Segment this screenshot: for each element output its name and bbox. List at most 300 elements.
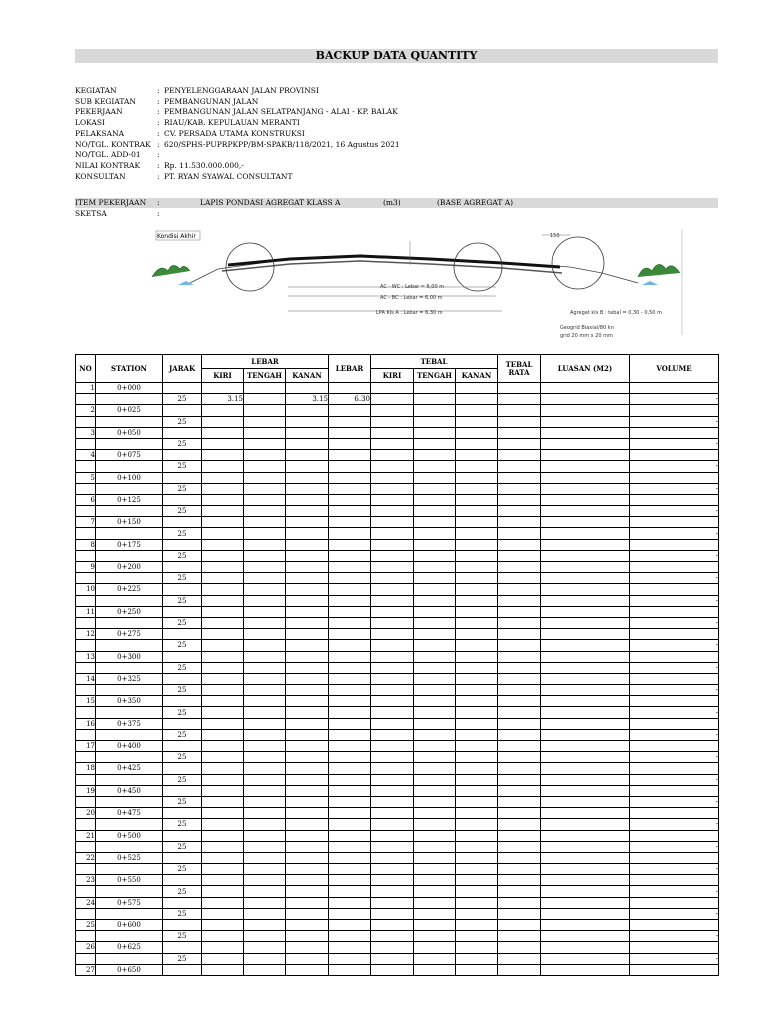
empty-cell [244,416,286,427]
empty-cell [498,886,541,897]
empty-cell [286,383,329,394]
empty-cell [286,819,329,830]
empty-cell [414,953,456,964]
empty-cell [414,606,456,617]
empty-cell [76,416,96,427]
row-no: 13 [76,651,96,662]
sketsa-separator: : [157,209,160,218]
empty-cell [371,494,414,505]
empty-cell [498,953,541,964]
empty-cell [630,875,719,886]
segment-row [76,729,719,740]
empty-cell [371,629,414,640]
empty-cell [202,640,244,651]
empty-cell [498,629,541,640]
empty-cell [498,528,541,539]
empty-cell [630,629,719,640]
empty-cell [541,494,630,505]
dim-150: 150 [550,233,560,239]
empty-cell [541,606,630,617]
empty-cell [414,808,456,819]
row-volume: - [630,908,719,919]
station-row [76,964,719,975]
row-station: 0+075 [96,450,163,461]
info-value: CV. PERSADA UTAMA KONSTRUKSI [164,128,305,138]
row-jarak: 25 [163,461,202,472]
station-row [76,763,719,774]
empty-cell [286,472,329,483]
empty-cell [286,830,329,841]
empty-cell [630,696,719,707]
row-volume: - [630,841,719,852]
empty-cell [456,405,498,416]
empty-cell [456,606,498,617]
empty-cell [202,808,244,819]
row-station: 0+575 [96,897,163,908]
empty-cell [96,461,163,472]
empty-cell [371,394,414,405]
empty-cell [329,438,371,449]
empty-cell [371,595,414,606]
label-lpa: LPA Kls A : Lebar = 6,30 m [376,310,443,316]
empty-cell [456,595,498,606]
empty-cell [498,696,541,707]
empty-cell [244,852,286,863]
empty-cell [163,897,202,908]
empty-cell [202,707,244,718]
empty-cell [329,841,371,852]
empty-cell [202,662,244,673]
row-no: 15 [76,696,96,707]
empty-cell [414,841,456,852]
empty-cell [76,617,96,628]
row-no: 1 [76,383,96,394]
empty-cell [202,774,244,785]
empty-cell [244,931,286,942]
empty-cell [456,908,498,919]
empty-cell [202,461,244,472]
empty-cell [202,438,244,449]
empty-cell [286,785,329,796]
empty-cell [414,617,456,628]
drain-left [178,281,194,285]
empty-cell [76,796,96,807]
row-no: 11 [76,606,96,617]
empty-cell [244,886,286,897]
empty-cell [371,651,414,662]
empty-cell [630,539,719,550]
empty-cell [202,617,244,628]
empty-cell [76,461,96,472]
item-pekerjaan-bar [75,198,718,208]
empty-cell [286,897,329,908]
empty-cell [498,494,541,505]
header-tebal-group: TEBAL [371,355,498,369]
row-no: 23 [76,875,96,886]
info-label: KONSULTAN [75,171,126,181]
station-row [76,875,719,886]
header-jarak: JARAK [163,355,202,383]
empty-cell [456,539,498,550]
empty-cell [286,673,329,684]
empty-cell [371,741,414,752]
empty-cell [329,808,371,819]
empty-cell [286,461,329,472]
empty-cell [244,427,286,438]
empty-cell [414,394,456,405]
empty-cell [498,774,541,785]
empty-cell [286,539,329,550]
empty-cell [498,584,541,595]
empty-cell [456,438,498,449]
empty-cell [244,808,286,819]
label-ac-wc: AC - WC : Lebar = 6,00 m [380,284,445,290]
info-row [75,129,715,139]
empty-cell [202,886,244,897]
empty-cell [541,696,630,707]
empty-cell [371,942,414,953]
empty-cell [163,405,202,416]
empty-cell [76,729,96,740]
empty-cell [76,819,96,830]
empty-cell [414,852,456,863]
empty-cell [202,964,244,975]
empty-cell [414,517,456,528]
empty-cell [244,517,286,528]
empty-cell [371,640,414,651]
empty-cell [244,696,286,707]
empty-cell [371,886,414,897]
empty-cell [371,483,414,494]
segment-row [76,573,719,584]
empty-cell [286,886,329,897]
row-station: 0+150 [96,517,163,528]
row-no: 5 [76,472,96,483]
row-station: 0+200 [96,562,163,573]
row-no: 22 [76,852,96,863]
drain-right [642,281,658,285]
empty-cell [541,796,630,807]
empty-cell [286,696,329,707]
empty-cell [630,427,719,438]
empty-cell [202,472,244,483]
empty-cell [202,427,244,438]
empty-cell [202,673,244,684]
empty-cell [371,550,414,561]
empty-cell [286,953,329,964]
info-label: LOKASI [75,118,105,128]
row-no: 3 [76,427,96,438]
empty-cell [414,729,456,740]
row-jarak: 25 [163,886,202,897]
empty-cell [371,606,414,617]
row-volume: - [630,685,719,696]
info-label: NO/TGL. KONTRAK [75,139,151,149]
empty-cell [456,696,498,707]
empty-cell [202,875,244,886]
empty-cell [76,841,96,852]
empty-cell [456,718,498,729]
empty-cell [414,875,456,886]
empty-cell [456,550,498,561]
empty-cell [414,472,456,483]
empty-cell [244,550,286,561]
empty-cell [163,741,202,752]
empty-cell [456,450,498,461]
empty-cell [286,606,329,617]
empty-cell [163,629,202,640]
empty-cell [329,830,371,841]
station-row [76,920,719,931]
empty-cell [498,427,541,438]
info-row [75,161,715,171]
empty-cell [163,718,202,729]
empty-cell [371,696,414,707]
station-row [76,562,719,573]
empty-cell [329,606,371,617]
segment-row [76,908,719,919]
empty-cell [630,964,719,975]
empty-cell [76,573,96,584]
row-station: 0+650 [96,964,163,975]
empty-cell [456,920,498,931]
row-station: 0+250 [96,606,163,617]
empty-cell [96,595,163,606]
empty-cell [456,875,498,886]
empty-cell [498,640,541,651]
station-row [76,808,719,819]
empty-cell [498,394,541,405]
empty-cell [414,696,456,707]
row-volume: - [630,461,719,472]
empty-cell [286,528,329,539]
empty-cell [498,383,541,394]
empty-cell [414,483,456,494]
station-row [76,450,719,461]
row-station: 0+425 [96,763,163,774]
info-label: SUB KEGIATAN [75,96,136,106]
empty-cell [244,707,286,718]
empty-cell [541,875,630,886]
segment-row [76,528,719,539]
empty-cell [630,852,719,863]
row-no: 19 [76,785,96,796]
empty-cell [371,718,414,729]
header-lebar-group: LEBAR [202,355,329,369]
row-volume: - [630,752,719,763]
empty-cell [371,416,414,427]
empty-cell [202,483,244,494]
empty-cell [498,819,541,830]
row-jarak: 25 [163,550,202,561]
empty-cell [286,640,329,651]
empty-cell [630,651,719,662]
empty-cell [244,606,286,617]
empty-cell [630,584,719,595]
empty-cell [498,908,541,919]
empty-cell [630,517,719,528]
empty-cell [329,696,371,707]
empty-cell [329,617,371,628]
empty-cell [202,819,244,830]
segment-row [76,931,719,942]
empty-cell [371,685,414,696]
empty-cell [630,405,719,416]
empty-cell [96,707,163,718]
empty-cell [371,785,414,796]
empty-cell [163,383,202,394]
empty-cell [244,741,286,752]
empty-cell [541,920,630,931]
empty-cell [329,584,371,595]
empty-cell [541,774,630,785]
empty-cell [286,875,329,886]
row-jarak: 25 [163,662,202,673]
empty-cell [202,785,244,796]
empty-cell [286,629,329,640]
segment-row [76,640,719,651]
empty-cell [286,931,329,942]
empty-cell [202,796,244,807]
row-volume: - [630,506,719,517]
empty-cell [456,796,498,807]
segment-row [76,461,719,472]
row-station: 0+175 [96,539,163,550]
station-row [76,383,719,394]
empty-cell [541,584,630,595]
empty-cell [244,864,286,875]
empty-cell [244,920,286,931]
empty-cell [202,606,244,617]
empty-cell [541,450,630,461]
empty-cell [630,718,719,729]
empty-cell [371,864,414,875]
empty-cell [244,673,286,684]
empty-cell [371,931,414,942]
empty-cell [498,450,541,461]
empty-cell [371,472,414,483]
empty-cell [630,808,719,819]
empty-cell [498,718,541,729]
row-station: 0+025 [96,405,163,416]
empty-cell [163,763,202,774]
empty-cell [541,651,630,662]
empty-cell [96,640,163,651]
empty-cell [456,629,498,640]
empty-cell [163,427,202,438]
empty-cell [202,830,244,841]
row-station: 0+000 [96,383,163,394]
empty-cell [456,830,498,841]
empty-cell [163,539,202,550]
empty-cell [96,752,163,763]
empty-cell [286,617,329,628]
empty-cell [456,774,498,785]
empty-cell [244,964,286,975]
empty-cell [456,752,498,763]
empty-cell [96,550,163,561]
header-lebar-kiri: KIRI [202,369,244,383]
row-no: 17 [76,741,96,752]
row-no: 10 [76,584,96,595]
info-separator: : [157,86,160,95]
empty-cell [456,785,498,796]
empty-cell [286,796,329,807]
station-row [76,830,719,841]
empty-cell [329,461,371,472]
info-separator: : [157,96,160,106]
station-row [76,852,719,863]
empty-cell [498,606,541,617]
station-row [76,942,719,953]
empty-cell [414,964,456,975]
info-value: 620/SPHS-PUPRPKPP/BM-SPAKB/118/2021, 16 Agustus 2021 [164,139,400,149]
empty-cell [456,707,498,718]
empty-cell [456,528,498,539]
empty-cell [244,383,286,394]
empty-cell [371,562,414,573]
row-jarak: 25 [163,416,202,427]
empty-cell [202,528,244,539]
empty-cell [163,852,202,863]
row-volume: - [630,796,719,807]
segment-row [76,483,719,494]
detail-circle-right [552,237,604,289]
empty-cell [329,852,371,863]
empty-cell [202,584,244,595]
info-separator: : [157,118,160,128]
empty-cell [202,383,244,394]
station-row [76,517,719,528]
empty-cell [244,438,286,449]
empty-cell [329,494,371,505]
row-no: 8 [76,539,96,550]
empty-cell [498,964,541,975]
empty-cell [414,573,456,584]
empty-cell [329,964,371,975]
empty-cell [371,383,414,394]
empty-cell [414,662,456,673]
empty-cell [541,472,630,483]
row-volume: - [630,394,719,405]
info-label: PEKERJAAN [75,107,123,117]
row-jarak: 25 [163,774,202,785]
empty-cell [202,852,244,863]
empty-cell [244,953,286,964]
empty-cell [456,640,498,651]
empty-cell [498,595,541,606]
row-no: 25 [76,920,96,931]
empty-cell [541,517,630,528]
empty-cell [541,506,630,517]
empty-cell [244,573,286,584]
empty-cell [456,494,498,505]
empty-cell [96,931,163,942]
empty-cell [371,774,414,785]
header-tebal-kanan: KANAN [456,369,498,383]
empty-cell [96,819,163,830]
empty-cell [244,539,286,550]
empty-cell [244,662,286,673]
empty-cell [163,920,202,931]
row-no: 2 [76,405,96,416]
empty-cell [541,752,630,763]
empty-cell [244,841,286,852]
empty-cell [456,662,498,673]
empty-cell [498,830,541,841]
station-row [76,897,719,908]
empty-cell [541,763,630,774]
